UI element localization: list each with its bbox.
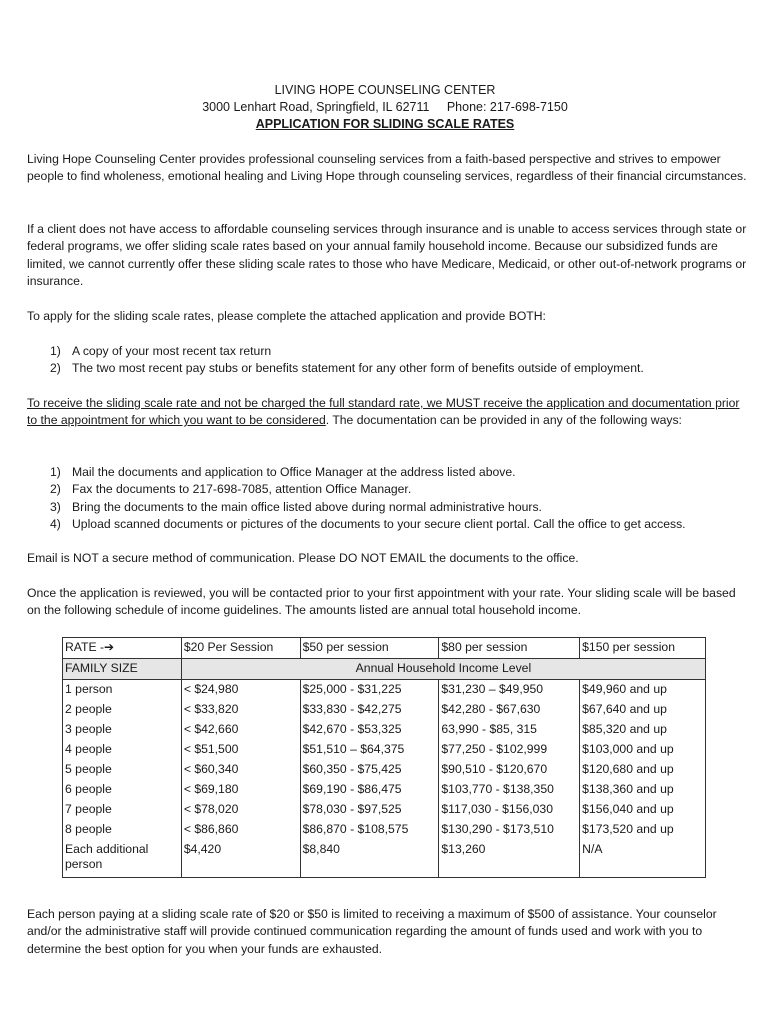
table-cell: $49,960 and up [580, 680, 706, 701]
list-item: 1) A copy of your most recent tax return [50, 344, 272, 358]
table-cell: $86,870 - $108,575 [300, 820, 439, 840]
table-cell: $42,280 - $67,630 [439, 700, 580, 720]
table-cell: $103,000 and up [580, 740, 706, 760]
table-cell: $33,830 - $42,275 [300, 700, 439, 720]
org-contact [0, 99, 770, 116]
table-cell: < $42,660 [181, 720, 300, 740]
table-cell: 7 people [63, 800, 182, 820]
table-cell: $8,840 [300, 840, 439, 878]
table-cell: $78,030 - $97,525 [300, 800, 439, 820]
table-cell: $117,030 - $156,030 [439, 800, 580, 820]
rate-20: $20 Per Session [181, 638, 300, 659]
table-cell: $13,260 [439, 840, 580, 878]
deadline-rest: . The documentation can be provided in any of the following ways: [325, 413, 682, 428]
list-item: 2) The two most recent pay stubs or benefits statement for any other form of benefits outside of employment. [50, 361, 644, 376]
intro-paragraph-2: If a client does not have access to affordable counseling services through insurance and is unable to access services through state or federal programs, we offer sliding scale rates based on your annual family household income. Because our subsidized funds are limited, we cannot currently offer these sliding scale rates to those who have Medicare, Medicaid, or other out-of-network programs or insurance. [27, 222, 747, 289]
table-cell: $138,360 and up [580, 780, 706, 800]
intro-paragraph-3: To apply for the sliding scale rates, please complete the attached application and provide BOTH: [27, 309, 546, 323]
table-cell: < $33,820 [181, 700, 300, 720]
table-row [63, 680, 706, 701]
table-cell: 4 people [63, 740, 182, 760]
table-cell: 1 person [63, 680, 182, 701]
family-size-label: FAMILY SIZE [63, 659, 182, 680]
table-row [63, 700, 706, 720]
table-cell: $103,770 - $138,350 [439, 780, 580, 800]
table-cell: 5 people [63, 760, 182, 780]
required-docs-list [27, 343, 747, 378]
table-cell: $120,680 and up [580, 760, 706, 780]
table-cell: $156,040 and up [580, 800, 706, 820]
table-cell: < $51,500 [181, 740, 300, 760]
table-cell: $51,510 – $64,375 [300, 740, 439, 760]
income-guidelines-table [62, 637, 706, 878]
table-subheader-row [63, 659, 706, 680]
table-cell: $90,510 - $120,670 [439, 760, 580, 780]
table-cell: $60,350 - $75,425 [300, 760, 439, 780]
table-cell: 2 people [63, 700, 182, 720]
org-name: LIVING HOPE COUNSELING CENTER [274, 83, 496, 97]
table-cell: $173,520 and up [580, 820, 706, 840]
org-address: 3000 Lenhart Road, Springfield, IL 62711 [202, 100, 430, 114]
list-item: 1) Mail the documents and application to Office Manager at the address listed above. [50, 465, 516, 479]
table-row [63, 740, 706, 760]
document-title: APPLICATION FOR SLIDING SCALE RATES [255, 117, 515, 131]
list-item: 2) Fax the documents to 217-698-7085, attention Office Manager. [50, 482, 412, 497]
table-cell: 8 people [63, 820, 182, 840]
rate-80: $80 per session [439, 638, 580, 659]
org-phone: Phone: 217-698-7150 [446, 100, 568, 114]
table-cell: $42,670 - $53,325 [300, 720, 439, 740]
review-paragraph: Once the application is reviewed, you will be contacted prior to your first appointment with your rate. Your sliding scale will be based on the following schedule of income guidelines. The amounts listed are annual total household income. [27, 586, 736, 618]
rate-150: $150 per session [580, 638, 706, 659]
table-cell: 63,990 - $85, 315 [439, 720, 580, 740]
table-cell: $25,000 - $31,225 [300, 680, 439, 701]
table-cell: < $86,860 [181, 820, 300, 840]
table-row [63, 840, 706, 878]
closing-paragraph: Each person paying at a sliding scale rate of $20 or $50 is limited to receiving a maximum of $500 of assistance. Your counselor and/or the administrative staff will provide continued communication regarding the amount of funds used and work with you to determine the best option for you when your funds are exhausted. [27, 907, 717, 956]
table-cell: $85,320 and up [580, 720, 706, 740]
table-cell: < $69,180 [181, 780, 300, 800]
list-item: 4) Upload scanned documents or pictures of the documents to your secure client portal. Call the office to get access. [50, 517, 686, 532]
intro-paragraph-1: Living Hope Counseling Center provides professional counseling services from a faith-based perspective and strives to empower people to find wholeness, emotional healing and Living Hope through counseling services, regardless of their financial circumstances. [27, 152, 747, 184]
table-cell: $130,290 - $173,510 [439, 820, 580, 840]
table-row [63, 800, 706, 820]
letterhead [0, 82, 770, 133]
table-header-row [63, 638, 706, 659]
deadline-emphasis: To receive the sliding scale rate and not be charged the full standard rate, we MUST receive the application and documentation prior to the appointment for which you want to be considered [27, 396, 740, 428]
table-cell: 3 people [63, 720, 182, 740]
table-cell: $77,250 - $102,999 [439, 740, 580, 760]
table-cell: $31,230 – $49,950 [439, 680, 580, 701]
table-cell: Each additional person [63, 840, 182, 878]
list-item: 3) Bring the documents to the main office listed above during normal administrative hours. [50, 499, 542, 514]
table-cell: < $60,340 [181, 760, 300, 780]
table-cell: $67,640 and up [580, 700, 706, 720]
delivery-methods-list [27, 464, 747, 534]
table-cell: < $78,020 [181, 800, 300, 820]
table-cell: $69,190 - $86,475 [300, 780, 439, 800]
table-cell: N/A [580, 840, 706, 878]
income-level-label: Annual Household Income Level [181, 659, 705, 680]
email-warning: Email is NOT a secure method of communication. Please DO NOT EMAIL the documents to the office. [27, 551, 579, 565]
table-cell: 6 people [63, 780, 182, 800]
table-cell: < $24,980 [181, 680, 300, 701]
table-row [63, 780, 706, 800]
deadline-paragraph [27, 395, 747, 430]
rate-label: RATE -➔ [63, 638, 182, 659]
table-cell: $4,420 [181, 840, 300, 878]
table-row [63, 720, 706, 740]
table-row [63, 760, 706, 780]
rate-50: $50 per session [300, 638, 439, 659]
table-row [63, 820, 706, 840]
